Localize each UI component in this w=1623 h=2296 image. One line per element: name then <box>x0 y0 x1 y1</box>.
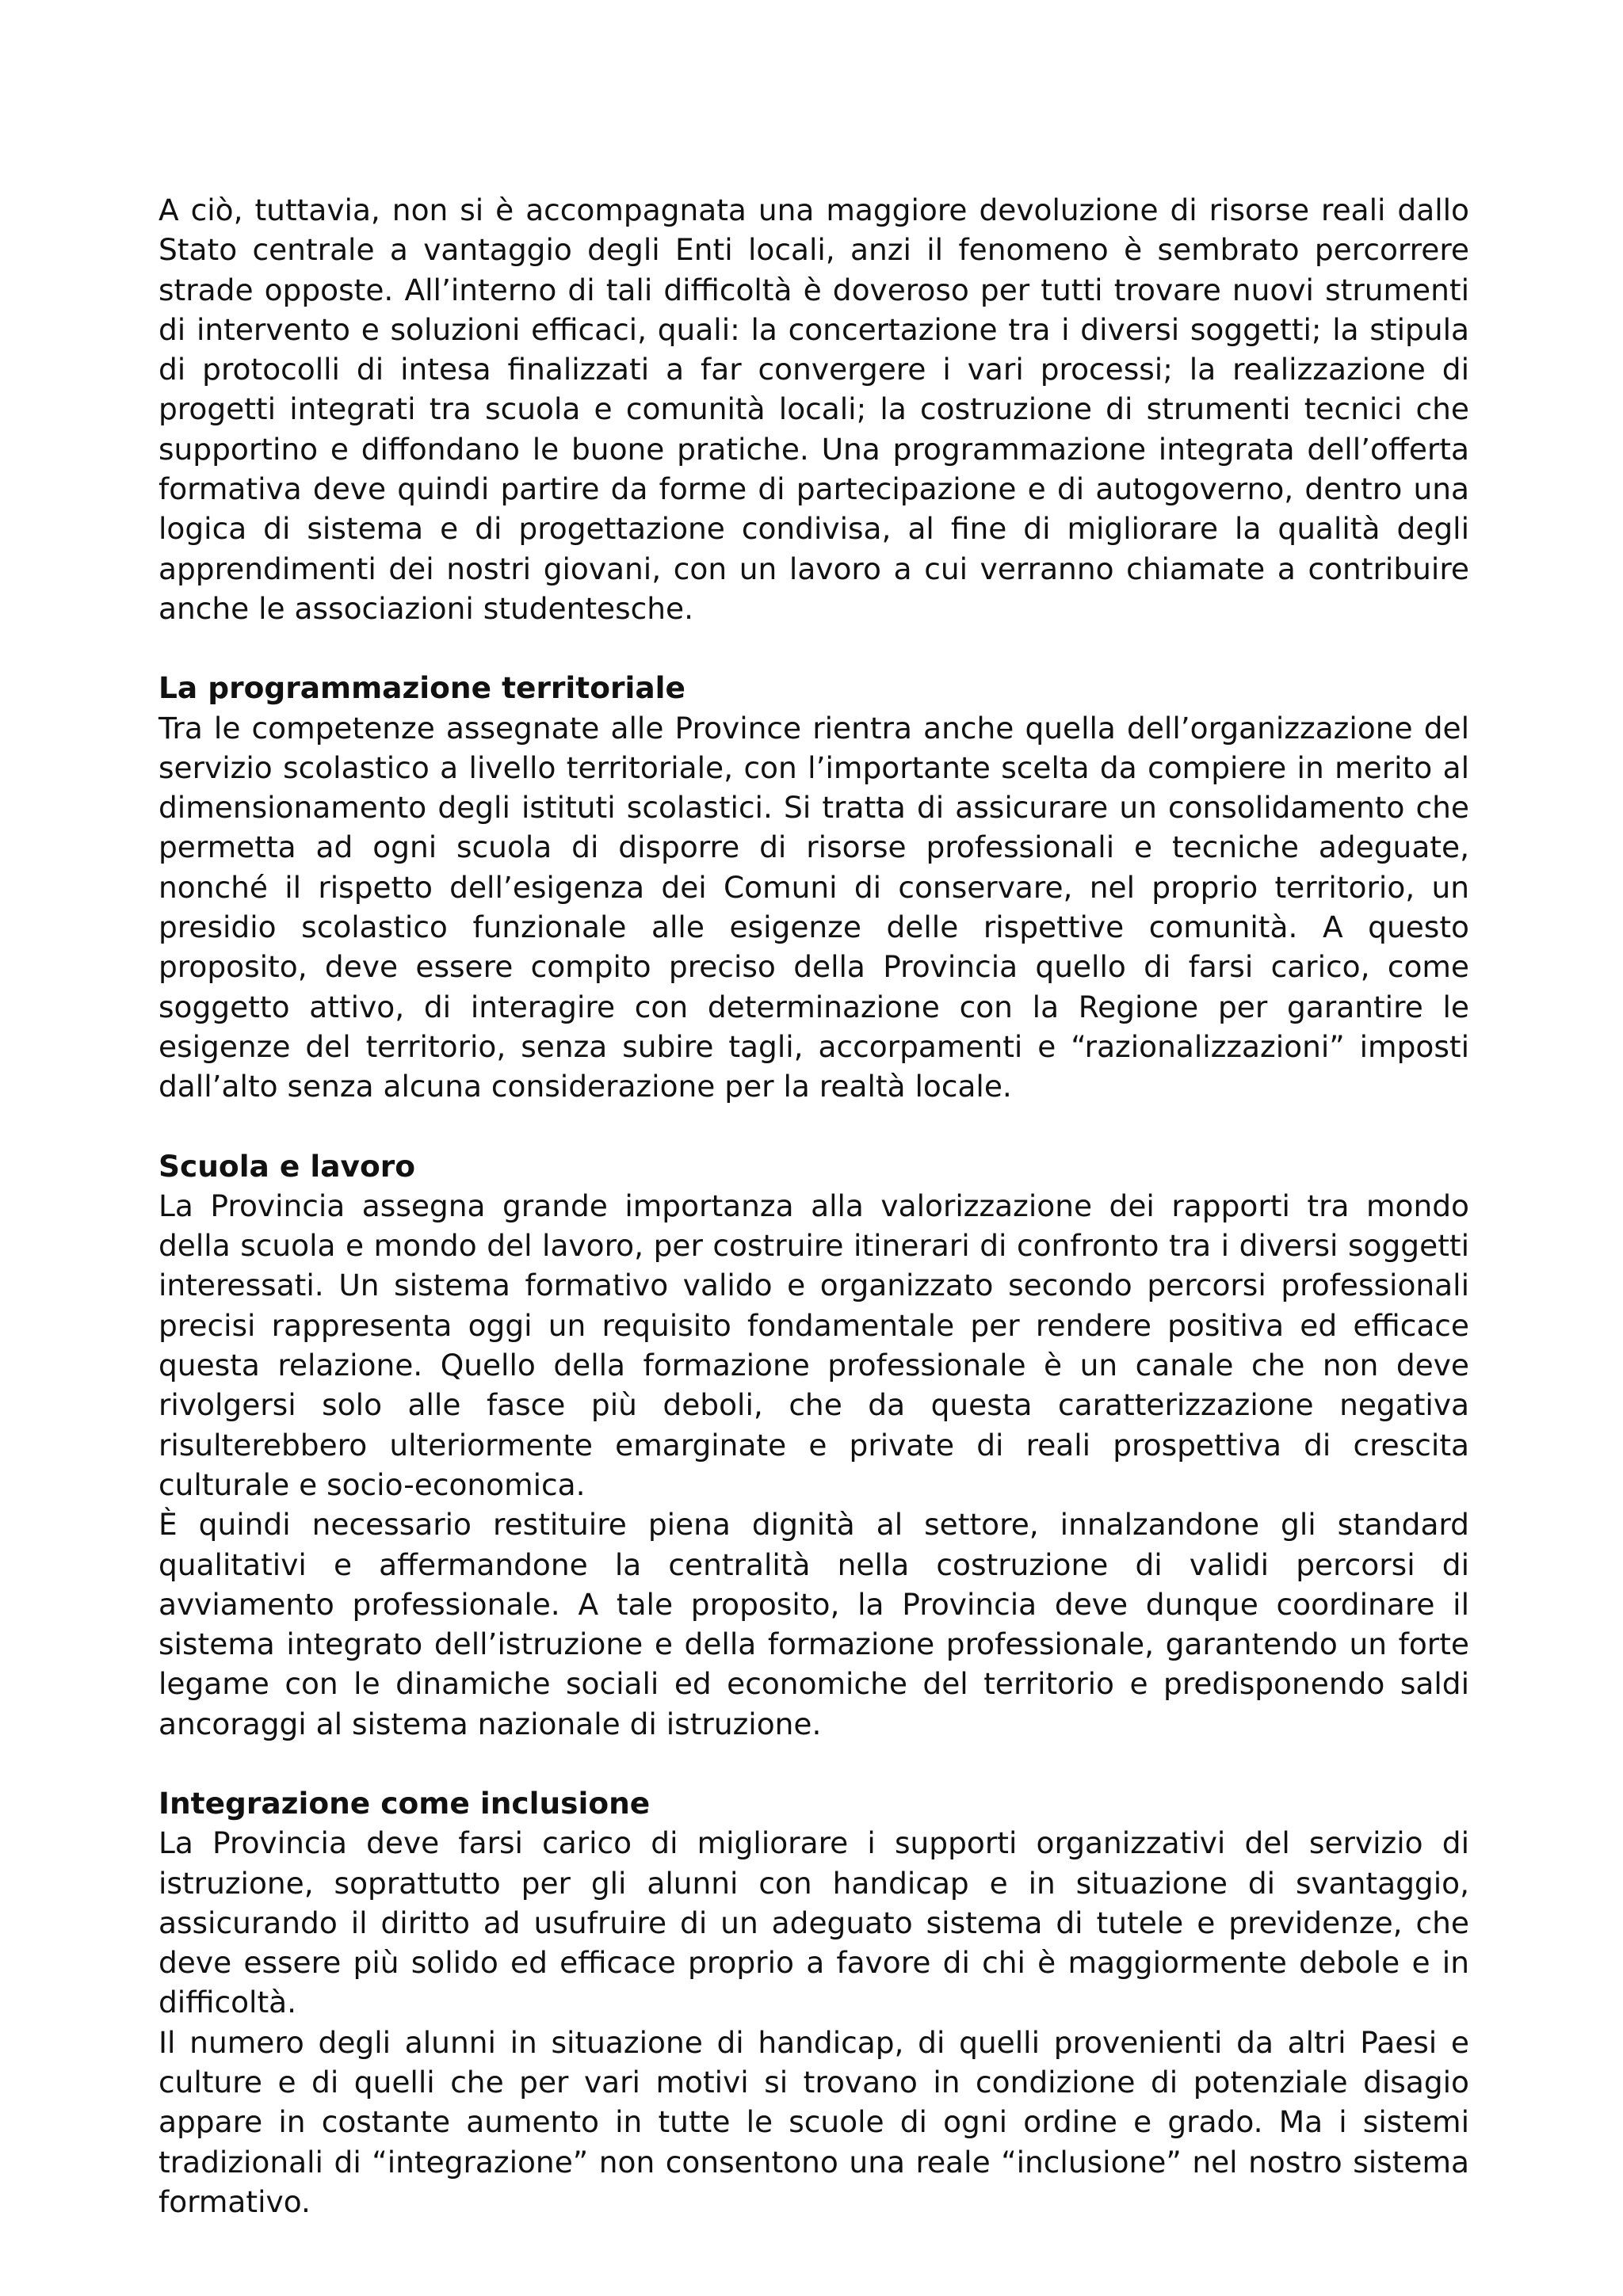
document-page <box>158 190 1469 2261</box>
section-heading: Scuola e lavoro <box>158 1148 416 1184</box>
paragraph: A ciò, tuttavia, non si è accompagnata una maggiore devoluzione di risorse reali dallo Stato centrale a vantaggio degli Enti locali, anzi il fenomeno è sembrato percorrere strade opposte. All’interno di tali difficoltà è doveroso per tutti trovare nuovi strumenti di intervento e soluzioni efficaci, quali: la concertazione tra i diversi soggetti; la stipula di protocolli di intesa finalizzati a far convergere i vari processi; la realizzazione di progetti integrati tra scuola e comunità locali; la costruzione di strumenti tecnici che supportino e diffondano le buone pratiche. Una programmazione integrata dell’offerta formativa deve quindi partire da forme di partecipazione e di autogoverno, dentro una logica di sistema e di progettazione condivisa, al fine di migliorare la qualità degli apprendimenti dei nostri giovani, con un lavoro a cui verranno chiamate a contribuire anche le associazioni studentesche. <box>158 193 1469 626</box>
intro-section <box>158 190 1469 628</box>
section-integrazione-come-inclusione <box>158 1783 1469 2222</box>
section-programmazione-territoriale <box>158 668 1469 1106</box>
section-scuola-e-lavoro <box>158 1146 1469 1744</box>
paragraph: La Provincia assegna grande importanza alla valorizzazione dei rapporti tra mondo della scuola e mondo del lavoro, per costruire itinerari di confronto tra i diversi soggetti interessati. Un sistema formativo valido e organizzato secondo percorsi professionali precisi rappresenta oggi un requisito fondamentale per rendere positiva ed efficace questa relazione. Quello della formazione professionale è un canale che non deve rivolgersi solo alle fasce più deboli, che da questa caratterizzazione negativa risulterebbero ulteriormente emarginate e private di reali prospettiva di crescita culturale e socio-economica. <box>158 1188 1469 1502</box>
section-heading: Integrazione come inclusione <box>158 1785 651 1821</box>
section-heading: La programmazione territoriale <box>158 670 685 706</box>
paragraph: La Provincia deve farsi carico di migliorare i supporti organizzativi del servizio di istruzione, soprattutto per gli alunni con handicap e in situazione di svantaggio, assicurando il diritto ad usufruire di un adeguato sistema di tutele e previdenze, che deve essere più solido ed efficace proprio a favore di chi è maggiormente debole e in difficoltà. <box>158 1825 1469 2020</box>
paragraph: Il numero degli alunni in situazione di handicap, di quelli provenienti da altri Paesi e culture e di quelli che per vari motivi si trovano in condizione di potenziale disagio appare in costante aumento in tutte le scuole di ogni ordine e grado. Ma i sistemi tradizionali di “integrazione” non consentono una reale “inclusione” nel nostro sistema formativo. <box>158 2024 1469 2219</box>
paragraph: È quindi necessario restituire piena dignità al settore, innalzandone gli standard qualitativi e affermandone la centralità nella costruzione di validi percorsi di avviamento professionale. A tale proposito, la Provincia deve dunque coordinare il sistema integrato dell’istruzione e della formazione professionale, garantendo un forte legame con le dinamiche sociali ed economiche del territorio e predisponendo saldi ancoraggi al sistema nazionale di istruzione. <box>158 1507 1469 1741</box>
paragraph: Tra le competenze assegnate alle Province rientra anche quella dell’organizzazione del servizio scolastico a livello territoriale, con l’importante scelta da compiere in merito al dimensionamento degli istituti scolastici. Si tratta di assicurare un consolidamento che permetta ad ogni scuola di disporre di risorse professionali e tecniche adeguate, nonché il rispetto dell’esigenza dei Comuni di conservare, nel proprio territorio, un presidio scolastico funzionale alle esigenze delle rispettive comunità. A questo proposito, deve essere compito preciso della Provincia quello di farsi carico, come soggetto attivo, di interagire con determinazione con la Regione per garantire le esigenze del territorio, senza subire tagli, accorpamenti e “razionalizzazioni” imposti dall’alto senza alcuna considerazione per la realtà locale. <box>158 710 1469 1104</box>
